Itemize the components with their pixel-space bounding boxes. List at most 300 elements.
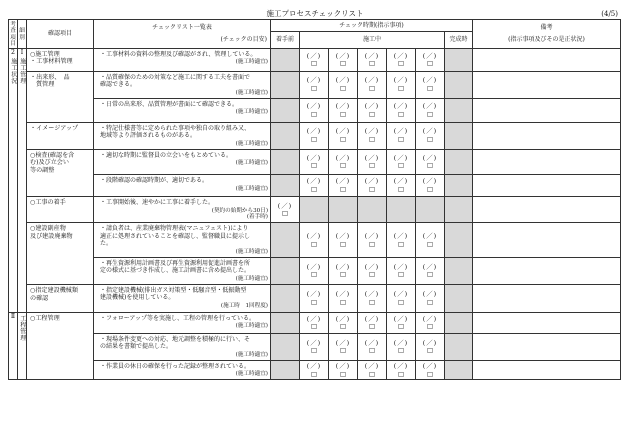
checkbox-icon[interactable]: □ (339, 297, 347, 306)
remarks-cell[interactable] (473, 360, 621, 379)
checkbox-icon[interactable]: □ (368, 135, 376, 144)
checkbox-icon[interactable]: □ (339, 59, 347, 68)
during-work-cell[interactable] (416, 360, 445, 379)
checkbox-icon[interactable]: □ (339, 135, 347, 144)
slot-mark: (／) (422, 153, 438, 162)
during-work-cell[interactable] (300, 312, 329, 333)
checkbox-icon[interactable]: □ (310, 161, 318, 170)
checklist-timing-note: (施工時適宜) (235, 351, 268, 358)
check-item-cell: ○指定建設機械類 の確認 (27, 284, 94, 312)
completion-cell (445, 48, 473, 71)
page-number: (4/5) (601, 10, 618, 18)
checkbox-icon[interactable]: □ (397, 84, 405, 93)
checklist-text: ・日常の出来形、品質管理が書面にて確認できる。 (100, 100, 239, 108)
during-work-cell[interactable] (329, 48, 358, 71)
header-during: 施工中 (300, 31, 445, 48)
checklist-cell (94, 223, 271, 257)
check-item-cell: ○工程管理 (27, 312, 94, 333)
during-work-cell[interactable] (300, 284, 329, 312)
checkbox-icon[interactable]: □ (310, 59, 318, 68)
checkbox-icon[interactable]: □ (397, 369, 405, 378)
during-work-cell[interactable] (416, 122, 445, 149)
during-work-cell[interactable] (329, 98, 358, 122)
slot-mark: (／) (335, 262, 351, 271)
during-work-cell[interactable] (329, 71, 358, 98)
during-work-cell[interactable] (358, 284, 387, 312)
during-work-cell[interactable] (416, 71, 445, 98)
document-title: 施工プロセスチェックリスト (266, 9, 364, 18)
checklist-text: ・再生資源利用計画書及び再生資源利用促進計画書を所 定の様式に基づき作成し、施工計画書に含め提出した。 (100, 259, 251, 275)
checkbox-icon[interactable]: □ (368, 297, 376, 306)
table-row (9, 223, 621, 257)
remarks-cell[interactable] (473, 257, 621, 284)
checklist-cell (94, 48, 271, 71)
before-start-cell (271, 257, 300, 284)
checkbox-icon[interactable]: □ (426, 346, 434, 355)
checkbox-icon[interactable]: □ (426, 369, 434, 378)
checkbox-icon[interactable]: □ (397, 185, 405, 193)
during-work-cell[interactable] (358, 71, 387, 98)
during-work-cell[interactable] (358, 360, 387, 379)
checklist-timing-note: (施工時適宜) (235, 323, 268, 330)
slot-mark: (／) (335, 314, 351, 323)
slot-mark: (／) (306, 101, 322, 110)
slot-mark: (／) (393, 232, 409, 241)
before-start-cell[interactable] (271, 197, 300, 223)
during-work-cell[interactable] (300, 71, 329, 98)
checklist-text: ・指定建設機械(排出ガス対策型・低騒音型・低振動型 建設機械)を使用している。 (100, 286, 247, 302)
slot-mark: (／) (393, 101, 409, 110)
during-work-cell[interactable] (329, 360, 358, 379)
checkbox-icon[interactable]: □ (368, 369, 376, 378)
checklist-text: ・現場条件変更への対応、地元調整を積極的に行い、そ の結果を書類で提出した。 (100, 335, 251, 351)
slot-mark: (／) (393, 177, 409, 186)
table-row (9, 175, 621, 197)
section-category: 2 施工状況 (9, 48, 18, 312)
check-item-cell (27, 360, 94, 379)
during-work-cell[interactable] (358, 48, 387, 71)
check-item-cell (27, 257, 94, 284)
checkbox-icon[interactable]: □ (397, 346, 405, 355)
checkbox-icon[interactable]: □ (368, 270, 376, 279)
slot-mark: (／) (364, 262, 380, 271)
during-work-cell[interactable] (416, 333, 445, 360)
checkbox-icon[interactable]: □ (339, 270, 347, 279)
completion-cell (445, 175, 473, 197)
checkbox-icon[interactable]: □ (339, 84, 347, 93)
checklist-timing-note: (施工時適宜) (235, 160, 268, 167)
checkbox-icon[interactable]: □ (368, 59, 376, 68)
slot-mark: (／) (335, 177, 351, 186)
slot-mark: (／) (422, 232, 438, 241)
checkbox-icon[interactable]: □ (426, 161, 434, 170)
checkbox-icon[interactable]: □ (368, 161, 376, 170)
slot-mark: (／) (364, 101, 380, 110)
checkbox-icon[interactable]: □ (397, 135, 405, 144)
checklist-text: ・請負者は、産業廃棄物管理表(マニュフェスト)により 適正に処理されていることを確認し、監督職員に提示し た。 (100, 225, 251, 248)
checkbox-icon[interactable]: □ (310, 239, 318, 248)
during-work-cell (329, 197, 358, 223)
slot-mark: (／) (364, 127, 380, 136)
section-subcategory: Ⅰ 施工管理 (18, 48, 27, 312)
checklist-table (8, 19, 621, 380)
checkbox-icon[interactable]: □ (281, 209, 289, 218)
before-start-cell (271, 122, 300, 149)
remarks-cell[interactable] (473, 71, 621, 98)
checkbox-icon[interactable]: □ (426, 239, 434, 248)
checkbox-icon[interactable]: □ (339, 369, 347, 378)
slot-mark: (／) (335, 101, 351, 110)
during-work-cell[interactable] (300, 175, 329, 197)
during-work-cell[interactable] (416, 175, 445, 197)
during-work-cell (416, 197, 445, 223)
during-work-cell[interactable] (329, 312, 358, 333)
checkbox-icon[interactable]: □ (426, 109, 434, 118)
table-row (9, 71, 621, 98)
before-start-cell (271, 175, 300, 197)
completion-cell (445, 71, 473, 98)
during-work-cell[interactable] (416, 223, 445, 257)
slot-mark: (／) (422, 314, 438, 323)
checkbox-icon[interactable]: □ (426, 59, 434, 68)
remarks-cell[interactable] (473, 48, 621, 71)
checklist-timing-note: (施工時適宜) (235, 275, 268, 282)
slot-mark: (／) (335, 127, 351, 136)
remarks-cell[interactable] (473, 223, 621, 257)
checklist-text: ・フォローアップ等を実施し、工程の管理を行っている。 (100, 314, 255, 322)
completion-cell (445, 312, 473, 333)
before-start-cell (271, 284, 300, 312)
slot-mark: (／) (422, 290, 438, 299)
remarks-cell[interactable] (473, 333, 621, 360)
check-item-cell (27, 98, 94, 122)
table-row (9, 333, 621, 360)
during-work-cell[interactable] (387, 284, 416, 312)
checkbox-icon[interactable]: □ (310, 322, 318, 331)
check-item-cell: ○工事の着手 (27, 197, 94, 223)
slot-mark: (／) (306, 262, 322, 271)
during-work-cell[interactable] (329, 175, 358, 197)
remarks-cell[interactable] (473, 312, 621, 333)
table-row (9, 48, 621, 71)
during-work-cell[interactable] (358, 149, 387, 174)
completion-cell (445, 197, 473, 223)
checkbox-icon[interactable]: □ (310, 369, 318, 378)
slot-mark: (／) (306, 127, 322, 136)
during-work-cell[interactable] (387, 223, 416, 257)
during-work-cell[interactable] (300, 122, 329, 149)
header-subcategory: 細別 (18, 20, 27, 49)
during-work-cell[interactable] (329, 149, 358, 174)
checklist-cell (94, 257, 271, 284)
before-start-cell (271, 71, 300, 98)
slot-mark: (／) (393, 127, 409, 136)
slot-mark: (／) (364, 232, 380, 241)
check-item-cell: ○建設副産物 及び建設廃棄物 (27, 223, 94, 257)
slot-mark: (／) (306, 177, 322, 186)
during-work-cell[interactable] (358, 175, 387, 197)
completion-cell (445, 223, 473, 257)
remarks-cell[interactable] (473, 122, 621, 149)
slot-mark: (／) (306, 76, 322, 85)
slot-mark: (／) (393, 361, 409, 370)
checklist-cell (94, 98, 271, 122)
before-start-cell (271, 48, 300, 71)
during-work-cell[interactable] (358, 122, 387, 149)
during-work-cell[interactable] (358, 257, 387, 284)
slot-mark: (／) (335, 76, 351, 85)
during-work-cell (358, 197, 387, 223)
checkbox-icon[interactable]: □ (310, 270, 318, 279)
checkbox-icon[interactable]: □ (310, 135, 318, 144)
remarks-cell[interactable] (473, 175, 621, 197)
table-row (9, 149, 621, 174)
during-work-cell[interactable] (387, 257, 416, 284)
during-work-cell[interactable] (329, 223, 358, 257)
checkbox-icon[interactable]: □ (397, 239, 405, 248)
checkbox-icon[interactable]: □ (397, 109, 405, 118)
checklist-cell (94, 122, 271, 149)
slot-mark: (／) (422, 127, 438, 136)
header-remarks: 備考 (指示事項及びその是正状況) (473, 20, 621, 49)
slot-mark: (／) (422, 361, 438, 370)
during-work-cell[interactable] (329, 257, 358, 284)
table-row (9, 284, 621, 312)
checklist-timing-note: (施工時適宜) (235, 248, 268, 255)
checkbox-icon[interactable]: □ (339, 161, 347, 170)
checkbox-icon[interactable]: □ (397, 270, 405, 279)
slot-mark: (／) (335, 338, 351, 347)
checkbox-icon[interactable]: □ (339, 346, 347, 355)
checkbox-icon[interactable]: □ (310, 185, 318, 193)
slot-mark: (／) (364, 361, 380, 370)
checkbox-icon[interactable]: □ (426, 322, 434, 331)
checklist-timing-note: (施工時適宜) (235, 371, 268, 378)
during-work-cell[interactable] (387, 333, 416, 360)
slot-mark: (／) (393, 76, 409, 85)
checkbox-icon[interactable]: □ (397, 59, 405, 68)
remarks-cell[interactable] (473, 197, 621, 223)
during-work-cell[interactable] (416, 98, 445, 122)
checklist-timing-note: (契約の始期から30日) (着手時) (211, 207, 268, 221)
completion-cell (445, 284, 473, 312)
slot-mark: (／) (422, 51, 438, 60)
slot-mark: (／) (393, 290, 409, 299)
during-work-cell[interactable] (358, 98, 387, 122)
remarks-cell[interactable] (473, 149, 621, 174)
during-work-cell[interactable] (300, 333, 329, 360)
slot-mark: (／) (335, 232, 351, 241)
checkbox-icon[interactable]: □ (368, 185, 376, 193)
checklist-timing-note: (施工時適宜) (235, 185, 268, 192)
check-item-cell (27, 175, 94, 197)
slot-mark: (／) (335, 290, 351, 299)
check-item-cell (27, 333, 94, 360)
checklist-cell (94, 312, 271, 333)
checklist-text: ・特記仕様書等に定められた事項や独自の取り組み又、 地域等より評価されるものがある。 (100, 124, 251, 140)
section-category: Ⅱ (9, 312, 18, 379)
header-before: 着手前 (271, 31, 300, 48)
checklist-cell (94, 197, 271, 223)
completion-cell (445, 149, 473, 174)
slot-mark: (／) (393, 314, 409, 323)
checklist-timing-note: (施工時 1回程度) (220, 302, 268, 309)
slot-mark: (／) (393, 51, 409, 60)
checkbox-icon[interactable]: □ (426, 135, 434, 144)
check-item-cell: ○施工管理 ・工事材料管理 (27, 48, 94, 71)
checkbox-icon[interactable]: □ (368, 322, 376, 331)
slot-mark: (／) (335, 361, 351, 370)
checkbox-icon[interactable]: □ (368, 109, 376, 118)
remarks-cell[interactable] (473, 98, 621, 122)
table-row (9, 257, 621, 284)
before-start-cell (271, 149, 300, 174)
during-work-cell[interactable] (300, 98, 329, 122)
checkbox-icon[interactable]: □ (368, 84, 376, 93)
checklist-text: ・工事開始後、速やかに工事に着手した。 (100, 199, 215, 206)
checkbox-icon[interactable]: □ (426, 297, 434, 306)
checkbox-icon[interactable]: □ (426, 185, 434, 193)
slot-mark: (／) (306, 361, 322, 370)
section-subcategory: 工程管理 (18, 312, 27, 379)
during-work-cell[interactable] (387, 98, 416, 122)
before-start-cell (271, 360, 300, 379)
during-work-cell[interactable] (358, 223, 387, 257)
during-work-cell (387, 197, 416, 223)
slot-mark: (／) (306, 232, 322, 241)
during-work-cell[interactable] (387, 175, 416, 197)
checkbox-icon[interactable]: □ (397, 322, 405, 331)
checklist-timing-note: (施工時適宜) (235, 140, 268, 147)
checkbox-icon[interactable]: □ (368, 239, 376, 248)
header-complete: 完成時 (445, 31, 473, 48)
slot-mark: (／) (306, 338, 322, 347)
during-work-cell[interactable] (300, 48, 329, 71)
checkbox-icon[interactable]: □ (310, 109, 318, 118)
slot-mark: (／) (364, 290, 380, 299)
checkbox-icon[interactable]: □ (368, 346, 376, 355)
slot-mark: (／) (364, 314, 380, 323)
during-work-cell[interactable] (387, 122, 416, 149)
table-row (9, 360, 621, 379)
during-work-cell[interactable] (387, 71, 416, 98)
slot-mark: (／) (364, 338, 380, 347)
table-row (9, 197, 621, 223)
slot-mark: (／) (364, 76, 380, 85)
checklist-text: ・作業員の休日の確保を行った記録が整理されている。 (100, 362, 251, 370)
during-work-cell[interactable] (300, 360, 329, 379)
header-checklist: チェックリスト一覧表 (チェックの目安) (94, 20, 271, 49)
during-work-cell[interactable] (416, 312, 445, 333)
checkbox-icon[interactable]: □ (339, 322, 347, 331)
before-start-cell (271, 223, 300, 257)
slot-mark: (／) (393, 262, 409, 271)
during-work-cell[interactable] (329, 284, 358, 312)
during-work-cell[interactable] (300, 223, 329, 257)
checklist-cell (94, 284, 271, 312)
completion-cell (445, 98, 473, 122)
during-work-cell[interactable] (329, 333, 358, 360)
checklist-timing-note: (施工時適宜) (235, 89, 268, 96)
during-work-cell[interactable] (416, 284, 445, 312)
table-row (9, 312, 621, 333)
during-work-cell[interactable] (358, 312, 387, 333)
slot-mark: (／) (422, 262, 438, 271)
remarks-cell[interactable] (473, 284, 621, 312)
during-work-cell[interactable] (416, 48, 445, 71)
during-work-cell[interactable] (300, 257, 329, 284)
during-work-cell[interactable] (387, 360, 416, 379)
checkbox-icon[interactable]: □ (310, 84, 318, 93)
slot-mark: (／) (364, 177, 380, 186)
slot-mark: (／) (364, 153, 380, 162)
table-row (9, 98, 621, 122)
header-category: 考査項目 (9, 20, 18, 49)
checkbox-icon[interactable]: □ (397, 297, 405, 306)
slot-mark: (／) (422, 338, 438, 347)
slot-mark: (／) (335, 153, 351, 162)
slot-mark: (／) (422, 101, 438, 110)
checklist-text: ・工事材料の資料の整理及び確認がされ、管理している。 (100, 50, 257, 58)
checklist-timing-note: (施工時適宜) (235, 109, 268, 116)
table-row (9, 122, 621, 149)
during-work-cell[interactable] (387, 312, 416, 333)
checkbox-icon[interactable]: □ (310, 346, 318, 355)
slot-mark: (／) (393, 153, 409, 162)
slot-mark: (／) (277, 201, 293, 210)
checkbox-icon[interactable]: □ (426, 270, 434, 279)
checklist-text: ・適切な時期に監督員の立会いをもとめている。 (100, 151, 233, 159)
slot-mark: (／) (422, 177, 438, 186)
before-start-cell (271, 98, 300, 122)
header-check-item: 確認項目 (27, 20, 94, 49)
checkbox-icon[interactable]: □ (339, 185, 347, 193)
completion-cell (445, 257, 473, 284)
slot-mark: (／) (306, 314, 322, 323)
checkbox-icon[interactable]: □ (397, 161, 405, 170)
check-item-cell: ・イメージアップ (27, 122, 94, 149)
before-start-cell (271, 312, 300, 333)
slot-mark: (／) (364, 51, 380, 60)
checkbox-icon[interactable]: □ (339, 109, 347, 118)
during-work-cell[interactable] (300, 149, 329, 174)
checklist-cell (94, 360, 271, 379)
slot-mark: (／) (306, 51, 322, 60)
check-item-cell: ・出来形、 品 質管理 (27, 71, 94, 98)
during-work-cell[interactable] (387, 149, 416, 174)
checklist-cell (94, 149, 271, 174)
checkbox-icon[interactable]: □ (310, 297, 318, 306)
slot-mark: (／) (393, 338, 409, 347)
checklist-timing-note: (施工時適宜) (235, 59, 268, 66)
checkbox-icon[interactable]: □ (426, 84, 434, 93)
checklist-rows (9, 48, 621, 380)
checkbox-icon[interactable]: □ (339, 239, 347, 248)
during-work-cell[interactable] (358, 333, 387, 360)
during-work-cell[interactable] (329, 122, 358, 149)
completion-cell (445, 360, 473, 379)
header-timing: チェック時期(指示事項) (271, 20, 473, 32)
checklist-text: ・品質確保のための対策など施工に関する工夫を書面で 確認できる。 (100, 73, 251, 89)
before-start-cell (271, 333, 300, 360)
checklist-cell (94, 71, 271, 98)
check-item-cell: ○検査(確認を含 む)及び立会い 等の調整 (27, 149, 94, 174)
during-work-cell[interactable] (416, 149, 445, 174)
completion-cell (445, 122, 473, 149)
during-work-cell[interactable] (387, 48, 416, 71)
during-work-cell (300, 197, 329, 223)
during-work-cell[interactable] (416, 257, 445, 284)
